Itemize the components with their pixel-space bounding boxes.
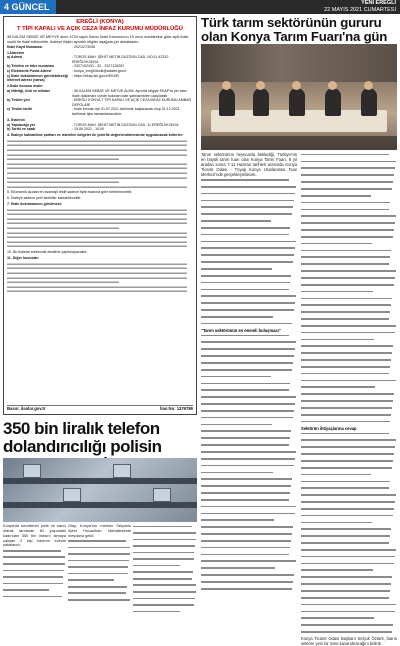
text-line <box>201 289 297 294</box>
right-article-column-1 <box>201 152 297 592</box>
text-line <box>201 485 297 490</box>
ad-row <box>7 127 193 132</box>
right-article-body <box>301 433 397 637</box>
text-line <box>201 389 297 394</box>
text-line <box>68 592 131 597</box>
text-line <box>301 393 397 398</box>
text-line <box>301 195 397 200</box>
left-article-body <box>133 526 197 616</box>
ad-key: a) Adresi <box>7 55 23 60</box>
text-line <box>133 571 197 576</box>
text-line <box>301 263 397 268</box>
text-line <box>301 373 397 378</box>
text-line <box>301 304 397 309</box>
ad-row <box>7 74 193 83</box>
text-line <box>201 424 297 429</box>
text-line <box>301 414 397 419</box>
text-line <box>201 206 297 211</box>
ad-title-line2: T TİPİ KAPALI VE AÇIK CEZA İNFAZ KURUMU MÜDÜRLÜĞÜ <box>17 26 183 32</box>
ad-value: : İhale konusu işe 01.07.2021 tarihinde başlanacak olup 31.12.2021 tarihinde işler tamamlanacaktır. <box>72 107 180 116</box>
text-line <box>201 261 297 266</box>
text-line <box>301 339 397 344</box>
section-label: 4 GÜNCEL <box>0 0 56 14</box>
text-line <box>301 400 397 405</box>
text-line <box>301 542 397 547</box>
ad-key: b) Telefon ve faks numarası <box>7 64 55 69</box>
ad-key: c) Elektronik Posta Adresi <box>7 69 52 74</box>
text-line <box>201 213 297 218</box>
ad-value: : konya_eregli.tikcik@adalet.gov.tr <box>72 69 127 74</box>
text-line <box>301 556 397 561</box>
ad-row <box>7 98 193 107</box>
ad-para-11: 11. Diğer hususlar: <box>7 255 40 260</box>
text-line <box>301 277 397 282</box>
photo-person-head <box>292 81 301 90</box>
text-line <box>133 584 197 589</box>
text-line <box>201 275 297 280</box>
text-line <box>301 298 397 303</box>
ad-ikn-row <box>7 45 193 50</box>
text-line <box>301 291 397 296</box>
text-line <box>301 453 397 458</box>
text-line <box>201 369 297 374</box>
ad-value: : EREĞLİ KONYA T TİPİ KAPALI VE AÇIK CEZA İNFAZ KURUMU AMBAR DEPOLARI <box>72 98 192 107</box>
text-line <box>301 617 397 622</box>
ad-intro: 36 KALEM SEBZE VE MEYVE alımı 4734 sayılı Kamu İhale Kanununun 19 uncu maddesine göre açık ihale usulü ile ihale edilecektir. İhaleye ilişkin ayrıntılı bilgiler aşağıda yer almaktadır: <box>7 35 189 44</box>
text-line <box>201 247 297 252</box>
text-line <box>301 222 397 227</box>
text-line <box>301 380 397 385</box>
text-line <box>301 583 397 588</box>
text-line <box>201 547 297 552</box>
text-line <box>3 576 66 581</box>
right-article-body <box>201 179 297 328</box>
right-article-headline: Türk tarım sektörünün gururu olan Konya Tarım Fuarı'na gün <box>201 15 388 44</box>
text-line <box>301 229 397 234</box>
ad-section-1: 1-İdarenin <box>7 50 25 55</box>
ad-row <box>7 89 193 98</box>
text-line <box>68 599 131 604</box>
text-line <box>201 396 297 401</box>
text-line <box>201 451 297 456</box>
text-line <box>201 241 297 246</box>
text-line <box>133 526 197 531</box>
text-line <box>301 494 397 499</box>
text-line <box>301 318 397 323</box>
ad-body-text <box>7 139 193 190</box>
text-line <box>201 513 297 518</box>
ad-key: a) Yapılacağı yer <box>7 122 36 127</box>
text-line <box>201 499 297 504</box>
left-article-paragraph: Konya'da kendilerini polis ve savcı olarak tanıtarak 81 yaşındaki kadından 350 bin lirasını almaya çalışan 2 kişi kadının evinde yakalandı. <box>3 523 66 548</box>
text-line <box>301 352 397 357</box>
left-article-column-2 <box>68 524 131 592</box>
photo-item <box>63 488 81 502</box>
ad-value: : 15.06.2021 - 10:00 <box>72 127 105 132</box>
photo-shadow <box>201 136 397 150</box>
text-line <box>301 515 397 520</box>
text-line <box>301 597 397 602</box>
text-line <box>3 556 66 561</box>
text-line <box>201 506 297 511</box>
text-line <box>68 560 131 565</box>
text-line <box>133 539 197 544</box>
text-line <box>201 472 297 477</box>
text-line <box>201 355 297 360</box>
text-line <box>201 193 297 198</box>
text-line <box>201 588 297 593</box>
text-line <box>301 549 397 554</box>
text-line <box>301 439 397 444</box>
text-line <box>133 558 197 563</box>
text-line <box>201 295 297 300</box>
text-line <box>201 335 297 340</box>
left-article-body <box>3 550 66 601</box>
text-line <box>133 532 197 537</box>
tender-announcement <box>3 16 197 415</box>
ad-row <box>7 107 193 116</box>
text-line <box>68 566 131 571</box>
text-line <box>301 407 397 412</box>
text-line <box>201 465 297 470</box>
text-line <box>201 410 297 415</box>
photo-person <box>325 88 341 116</box>
text-line <box>301 522 397 527</box>
ad-para-5: 5. Ekonomik açıdan en avantajlı teklif sadece fiyat esasına göre belirlenecektir. <box>7 190 133 195</box>
text-line <box>301 181 397 186</box>
text-line <box>201 268 297 273</box>
right-article-subheading-2: Sektörün ihtiyaçlarına cevap <box>301 425 357 431</box>
text-line <box>301 174 397 179</box>
text-line <box>301 460 397 465</box>
text-line <box>301 209 397 214</box>
text-line <box>201 348 297 353</box>
text-line <box>301 154 397 159</box>
text-line <box>301 446 397 451</box>
text-line <box>301 270 397 275</box>
photo-person <box>289 88 305 116</box>
text-line <box>301 202 397 207</box>
text-line <box>201 437 297 442</box>
photo-shelf <box>3 478 197 484</box>
text-line <box>201 526 297 531</box>
text-line <box>201 220 297 225</box>
text-line <box>3 570 66 575</box>
text-line <box>201 179 297 184</box>
text-line <box>201 234 297 239</box>
text-line <box>301 501 397 506</box>
ad-footer-number: İlan No: 1376789 <box>160 406 193 412</box>
ad-ikn-value: : 2021/273036 <box>72 44 95 49</box>
text-line <box>201 444 297 449</box>
text-line <box>201 417 297 422</box>
left-article-paragraph: Olay, Konya'nın merkez Selçuklu ilçesi Hocacihan Mahallesinde meydana geldi. <box>68 523 131 538</box>
text-line <box>301 161 397 166</box>
ad-para-4: 4. İhaleye katılabilme şartları ve istenilen belgeler ile yeterlik değerlendirmesinde uygulanacak kriterler: <box>7 132 184 137</box>
ad-ikn-label: İhale Kayıt Numarası <box>7 44 43 49</box>
text-line <box>3 596 66 601</box>
photo-person <box>219 88 235 116</box>
issue-date: 22 MAYIS 2021 CUMARTESİ <box>324 7 396 13</box>
photo-background <box>201 44 397 82</box>
photo-person-head <box>222 81 231 90</box>
text-line <box>301 345 397 350</box>
newspaper-title: YENİ EREĞLİ <box>361 0 396 6</box>
text-line <box>133 591 197 596</box>
photo-person-head <box>328 81 337 90</box>
text-line <box>201 186 297 191</box>
text-line <box>133 598 197 603</box>
ad-para-7: 7. İhale dokümanının görülmesi: <box>7 201 62 206</box>
text-line <box>201 254 297 259</box>
text-line <box>301 481 397 486</box>
text-line <box>68 540 131 545</box>
ad-key: b) Tarihi ve saati <box>7 127 36 132</box>
ad-footer <box>7 405 193 412</box>
ad-title-line1: EREĞLİ (KONYA) <box>76 19 124 25</box>
text-line <box>3 550 66 555</box>
text-line <box>201 316 297 321</box>
ad-body-text <box>7 262 193 294</box>
text-line <box>68 547 131 552</box>
ad-value: : TOROS MAH. ŞEHİT METİN DÜZGÜN CAD. NO:11 42310 EREĞLİ/KONYA <box>72 55 169 64</box>
ad-section-2: 2-İhale konusu malın <box>7 84 43 89</box>
text-line <box>301 624 397 629</box>
text-line <box>301 167 397 172</box>
text-line <box>3 563 66 568</box>
text-line <box>201 574 297 579</box>
photo-shelf <box>3 502 197 508</box>
text-line <box>201 540 297 545</box>
text-line <box>133 565 197 570</box>
text-line <box>201 227 297 232</box>
text-line <box>133 578 197 583</box>
text-line <box>301 508 397 513</box>
text-line <box>201 383 297 388</box>
text-line <box>301 487 397 492</box>
text-line <box>301 311 397 316</box>
ad-value: : TOROS MAH. ŞEHİT METİN DÜZGÜN CAD. 11 EREĞLİ/KONYA <box>72 122 179 127</box>
meeting-photo <box>201 44 397 150</box>
text-line <box>201 430 297 435</box>
text-line <box>301 332 397 337</box>
text-line <box>301 215 397 220</box>
text-line <box>201 581 297 586</box>
text-line <box>301 386 397 391</box>
ad-para-6: 6. İhaleye sadece yerli istekliler katılabilecektir. <box>7 196 82 200</box>
photo-person-head <box>256 81 265 90</box>
ad-key: c) Teslim tarihi <box>7 107 33 112</box>
ad-section-3: 3- İhalenin <box>7 118 25 122</box>
photo-person-head <box>364 81 373 90</box>
text-line <box>301 535 397 540</box>
text-line <box>301 590 397 595</box>
ad-value: : https://ekap.kik.gov.tr/EKAP/ <box>72 73 120 78</box>
text-line <box>301 188 397 193</box>
text-line <box>301 474 397 479</box>
text-line <box>201 519 297 524</box>
text-line <box>301 467 397 472</box>
text-line <box>3 583 66 588</box>
text-line <box>7 185 187 190</box>
left-article-column-1 <box>3 524 66 592</box>
text-line <box>301 611 397 616</box>
text-line <box>201 282 297 287</box>
text-line <box>201 341 297 346</box>
text-line <box>301 569 397 574</box>
paper-name <box>324 0 396 14</box>
ad-key: a) Niteliği, türü ve miktarı <box>7 88 50 93</box>
text-line <box>301 604 397 609</box>
text-line <box>133 552 197 557</box>
left-article-column-3 <box>133 524 197 592</box>
ad-key: ç) İhale dokümanının görülebileceği internet adresi (varsa) <box>7 73 69 83</box>
right-article-column-2 <box>301 152 397 646</box>
ad-value: : 36 KALEM SEBZE VE MEYVE ALIMI. Ayrıntılı bilgiye EKAP'ta yer alan ihale dokümanı içinde bulunan idari şartnameden ulaşılabilir. <box>72 88 187 98</box>
text-line <box>68 573 131 578</box>
text-line <box>201 362 297 367</box>
text-line <box>301 576 397 581</box>
ad-value: : 3327102431 - 32 - 3327126287 <box>72 64 125 69</box>
photo-item <box>23 464 41 478</box>
text-line <box>201 309 297 314</box>
text-line <box>201 567 297 572</box>
text-line <box>201 458 297 463</box>
photo-person <box>253 88 269 116</box>
ad-row <box>7 55 193 64</box>
text-line <box>301 243 397 248</box>
text-line <box>201 403 297 408</box>
ad-body-text <box>7 208 193 249</box>
left-article-headline: 350 bin liralık telefon dolandırıcılığı polisin <box>3 419 162 456</box>
text-line <box>133 545 197 550</box>
text-line <box>301 433 397 438</box>
text-line <box>133 604 197 609</box>
text-line <box>201 302 297 307</box>
text-line <box>7 289 187 294</box>
text-line <box>3 589 66 594</box>
right-article-body <box>201 335 297 593</box>
text-line <box>301 236 397 241</box>
ad-key: b) Teslim yeri <box>7 98 30 103</box>
photo-item <box>113 464 131 478</box>
right-article-subheading: "Tarım sektörünün en önemli buluşması" <box>201 327 281 333</box>
text-line <box>133 611 197 616</box>
text-line <box>201 376 297 381</box>
text-line <box>301 359 397 364</box>
police-photo <box>3 458 197 522</box>
photo-item <box>153 488 171 502</box>
photo-person <box>361 88 377 116</box>
text-line <box>7 244 187 249</box>
text-line <box>201 554 297 559</box>
ad-footer-source: Basın: ilanlar.gov.tr <box>7 406 46 412</box>
text-line <box>301 325 397 330</box>
right-article-paragraph: Tarım sektörünün heyecanla beklediği, Türkiye'nin en büyük tarım fuarı olan Konya Tarım Fuarı, 8 yıl aradan sonra 7-11 Haziran tarihleri arasında Konya Ticaret Odası - Tüyap Konya Uluslararası Fuar Merkezi'nde gerçekleştirilecek. <box>201 152 297 178</box>
left-article-body <box>68 540 131 604</box>
text-line <box>301 528 397 533</box>
right-article-body <box>301 154 397 426</box>
text-line <box>68 553 131 558</box>
text-line <box>301 250 397 255</box>
text-line <box>68 579 131 584</box>
right-article-closing: Konya Ticaret Odası Başkanı Selçuk Öztürk, fuarın sektöre yeni bir ivme kazandıracağını belirtti. <box>301 636 397 646</box>
text-line <box>68 586 131 591</box>
text-line <box>301 563 397 568</box>
text-line <box>201 200 297 205</box>
ad-para-10: 10. Bu ihalede elektronik eksiltme yapılmayacaktır. <box>7 250 88 255</box>
text-line <box>201 478 297 483</box>
text-line <box>201 533 297 538</box>
text-line <box>301 284 397 289</box>
text-line <box>301 256 397 261</box>
text-line <box>201 492 297 497</box>
text-line <box>201 560 297 565</box>
text-line <box>301 366 397 371</box>
